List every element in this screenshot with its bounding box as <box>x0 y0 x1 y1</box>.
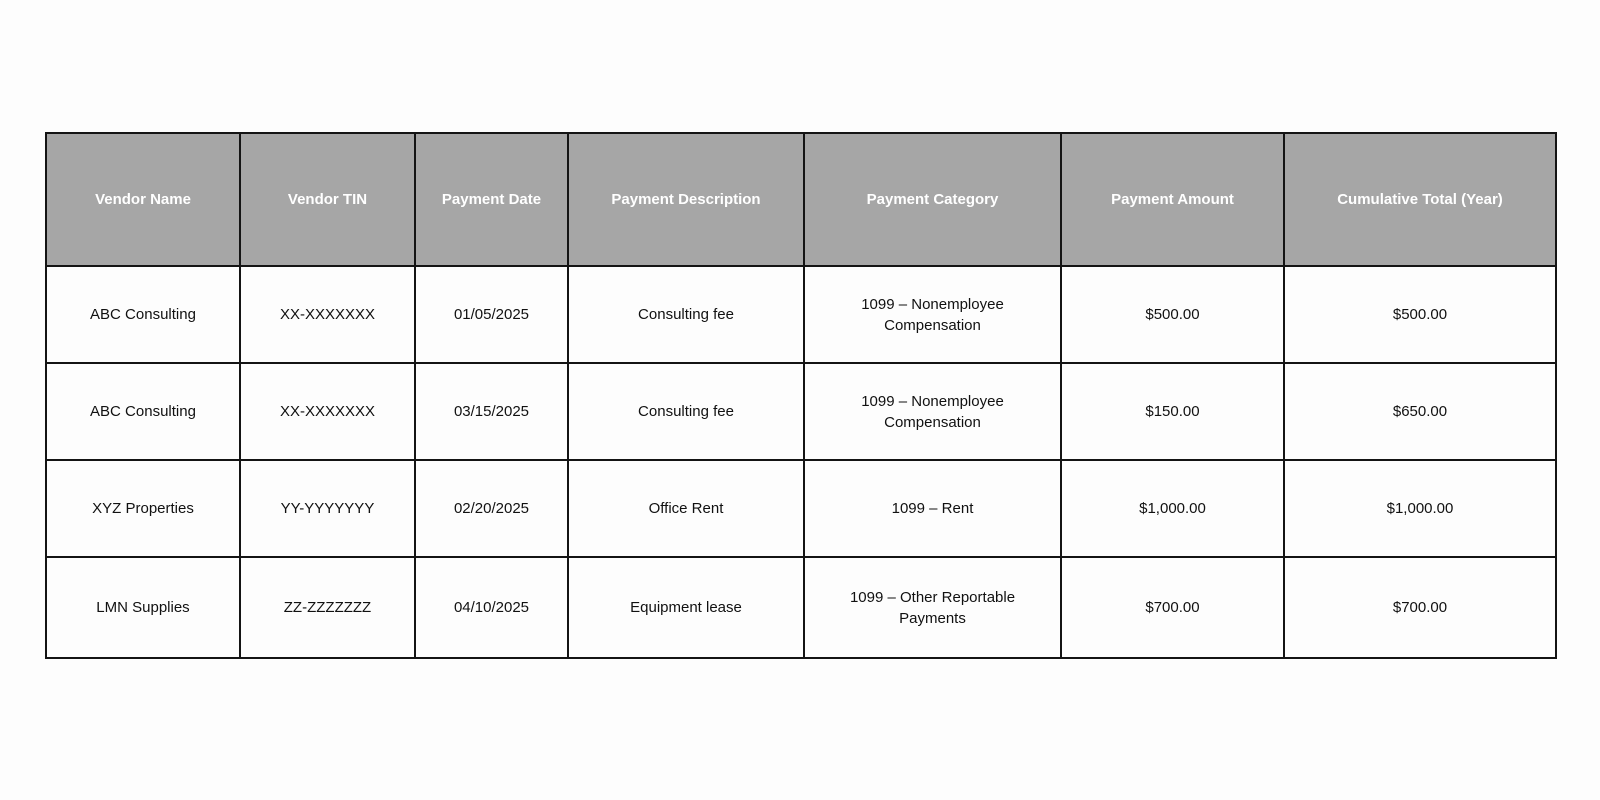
cell-vendor-name: XYZ Properties <box>46 460 240 557</box>
header-payment-amount: Payment Amount <box>1061 133 1284 266</box>
table-row <box>46 266 1556 363</box>
cell-vendor-tin: YY-YYYYYYY <box>240 460 415 557</box>
cell-cumulative-total: $500.00 <box>1284 266 1556 363</box>
header-vendor-tin: Vendor TIN <box>240 133 415 266</box>
table-body <box>46 266 1556 658</box>
header-payment-date: Payment Date <box>415 133 568 266</box>
cell-payment-date: 03/15/2025 <box>415 363 568 460</box>
header-vendor-name: Vendor Name <box>46 133 240 266</box>
cell-payment-description: Equipment lease <box>568 557 804 658</box>
cell-cumulative-total: $700.00 <box>1284 557 1556 658</box>
cell-vendor-name: LMN Supplies <box>46 557 240 658</box>
cell-payment-date: 01/05/2025 <box>415 266 568 363</box>
cell-payment-date: 04/10/2025 <box>415 557 568 658</box>
cell-vendor-name: ABC Consulting <box>46 363 240 460</box>
cell-payment-category: 1099 – Nonemployee Compensation <box>804 266 1061 363</box>
cell-cumulative-total: $650.00 <box>1284 363 1556 460</box>
table-header <box>46 133 1556 266</box>
payments-table <box>45 132 1557 659</box>
cell-vendor-tin: XX-XXXXXXX <box>240 266 415 363</box>
cell-cumulative-total: $1,000.00 <box>1284 460 1556 557</box>
header-payment-description: Payment Description <box>568 133 804 266</box>
table-row <box>46 460 1556 557</box>
cell-payment-category: 1099 – Rent <box>804 460 1061 557</box>
header-cumulative-total: Cumulative Total (Year) <box>1284 133 1556 266</box>
cell-payment-amount: $1,000.00 <box>1061 460 1284 557</box>
cell-vendor-tin: XX-XXXXXXX <box>240 363 415 460</box>
cell-payment-amount: $150.00 <box>1061 363 1284 460</box>
cell-vendor-tin: ZZ-ZZZZZZZ <box>240 557 415 658</box>
cell-payment-description: Office Rent <box>568 460 804 557</box>
cell-payment-amount: $500.00 <box>1061 266 1284 363</box>
cell-payment-amount: $700.00 <box>1061 557 1284 658</box>
cell-payment-description: Consulting fee <box>568 363 804 460</box>
cell-payment-category: 1099 – Other Reportable Payments <box>804 557 1061 658</box>
header-payment-category: Payment Category <box>804 133 1061 266</box>
table-row <box>46 363 1556 460</box>
cell-vendor-name: ABC Consulting <box>46 266 240 363</box>
cell-payment-date: 02/20/2025 <box>415 460 568 557</box>
cell-payment-description: Consulting fee <box>568 266 804 363</box>
header-row <box>46 133 1556 266</box>
cell-payment-category: 1099 – Nonemployee Compensation <box>804 363 1061 460</box>
table-row <box>46 557 1556 658</box>
